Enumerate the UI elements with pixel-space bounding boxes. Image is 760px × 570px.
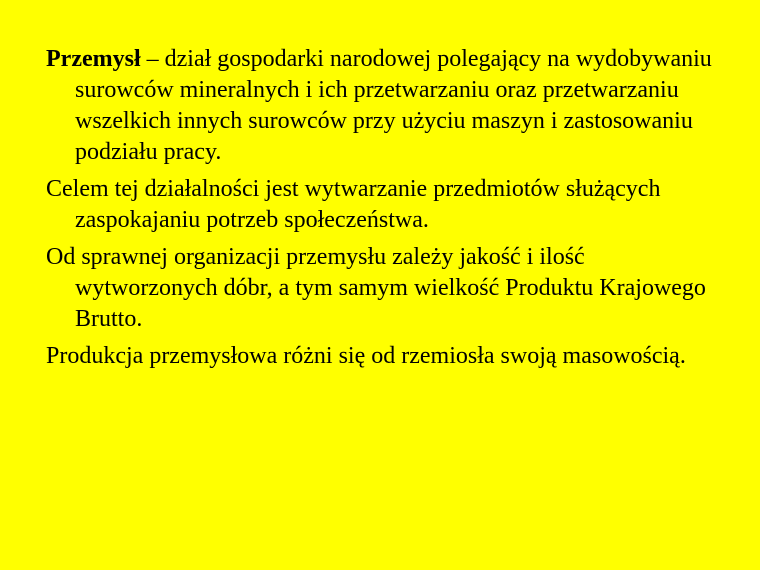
definition-term: Przemysł [46,46,141,72]
paragraph-production: Produkcja przemysłowa różni się od rzemiosła swoją masowością. [46,343,686,369]
definition-text: – dział gospodarki narodowej polegający na wydobywaniu surowców mineralnych i ich przetwarzaniu oraz przetwarzaniu wszelkich innych surowców przy użyciu maszyn i zastosowaniu podziału pracy. [75,46,712,165]
paragraph-organization: Od sprawnej organizacji przemysłu zależy jakość i ilość wytworzonych dóbr, a tym samym wielkość Produktu Krajowego Brutto. [46,244,706,332]
paragraph-definition [46,44,720,168]
paragraph-purpose: Celem tej działalności jest wytwarzanie przedmiotów służących zaspokajaniu potrzeb społeczeństwa. [46,176,661,233]
